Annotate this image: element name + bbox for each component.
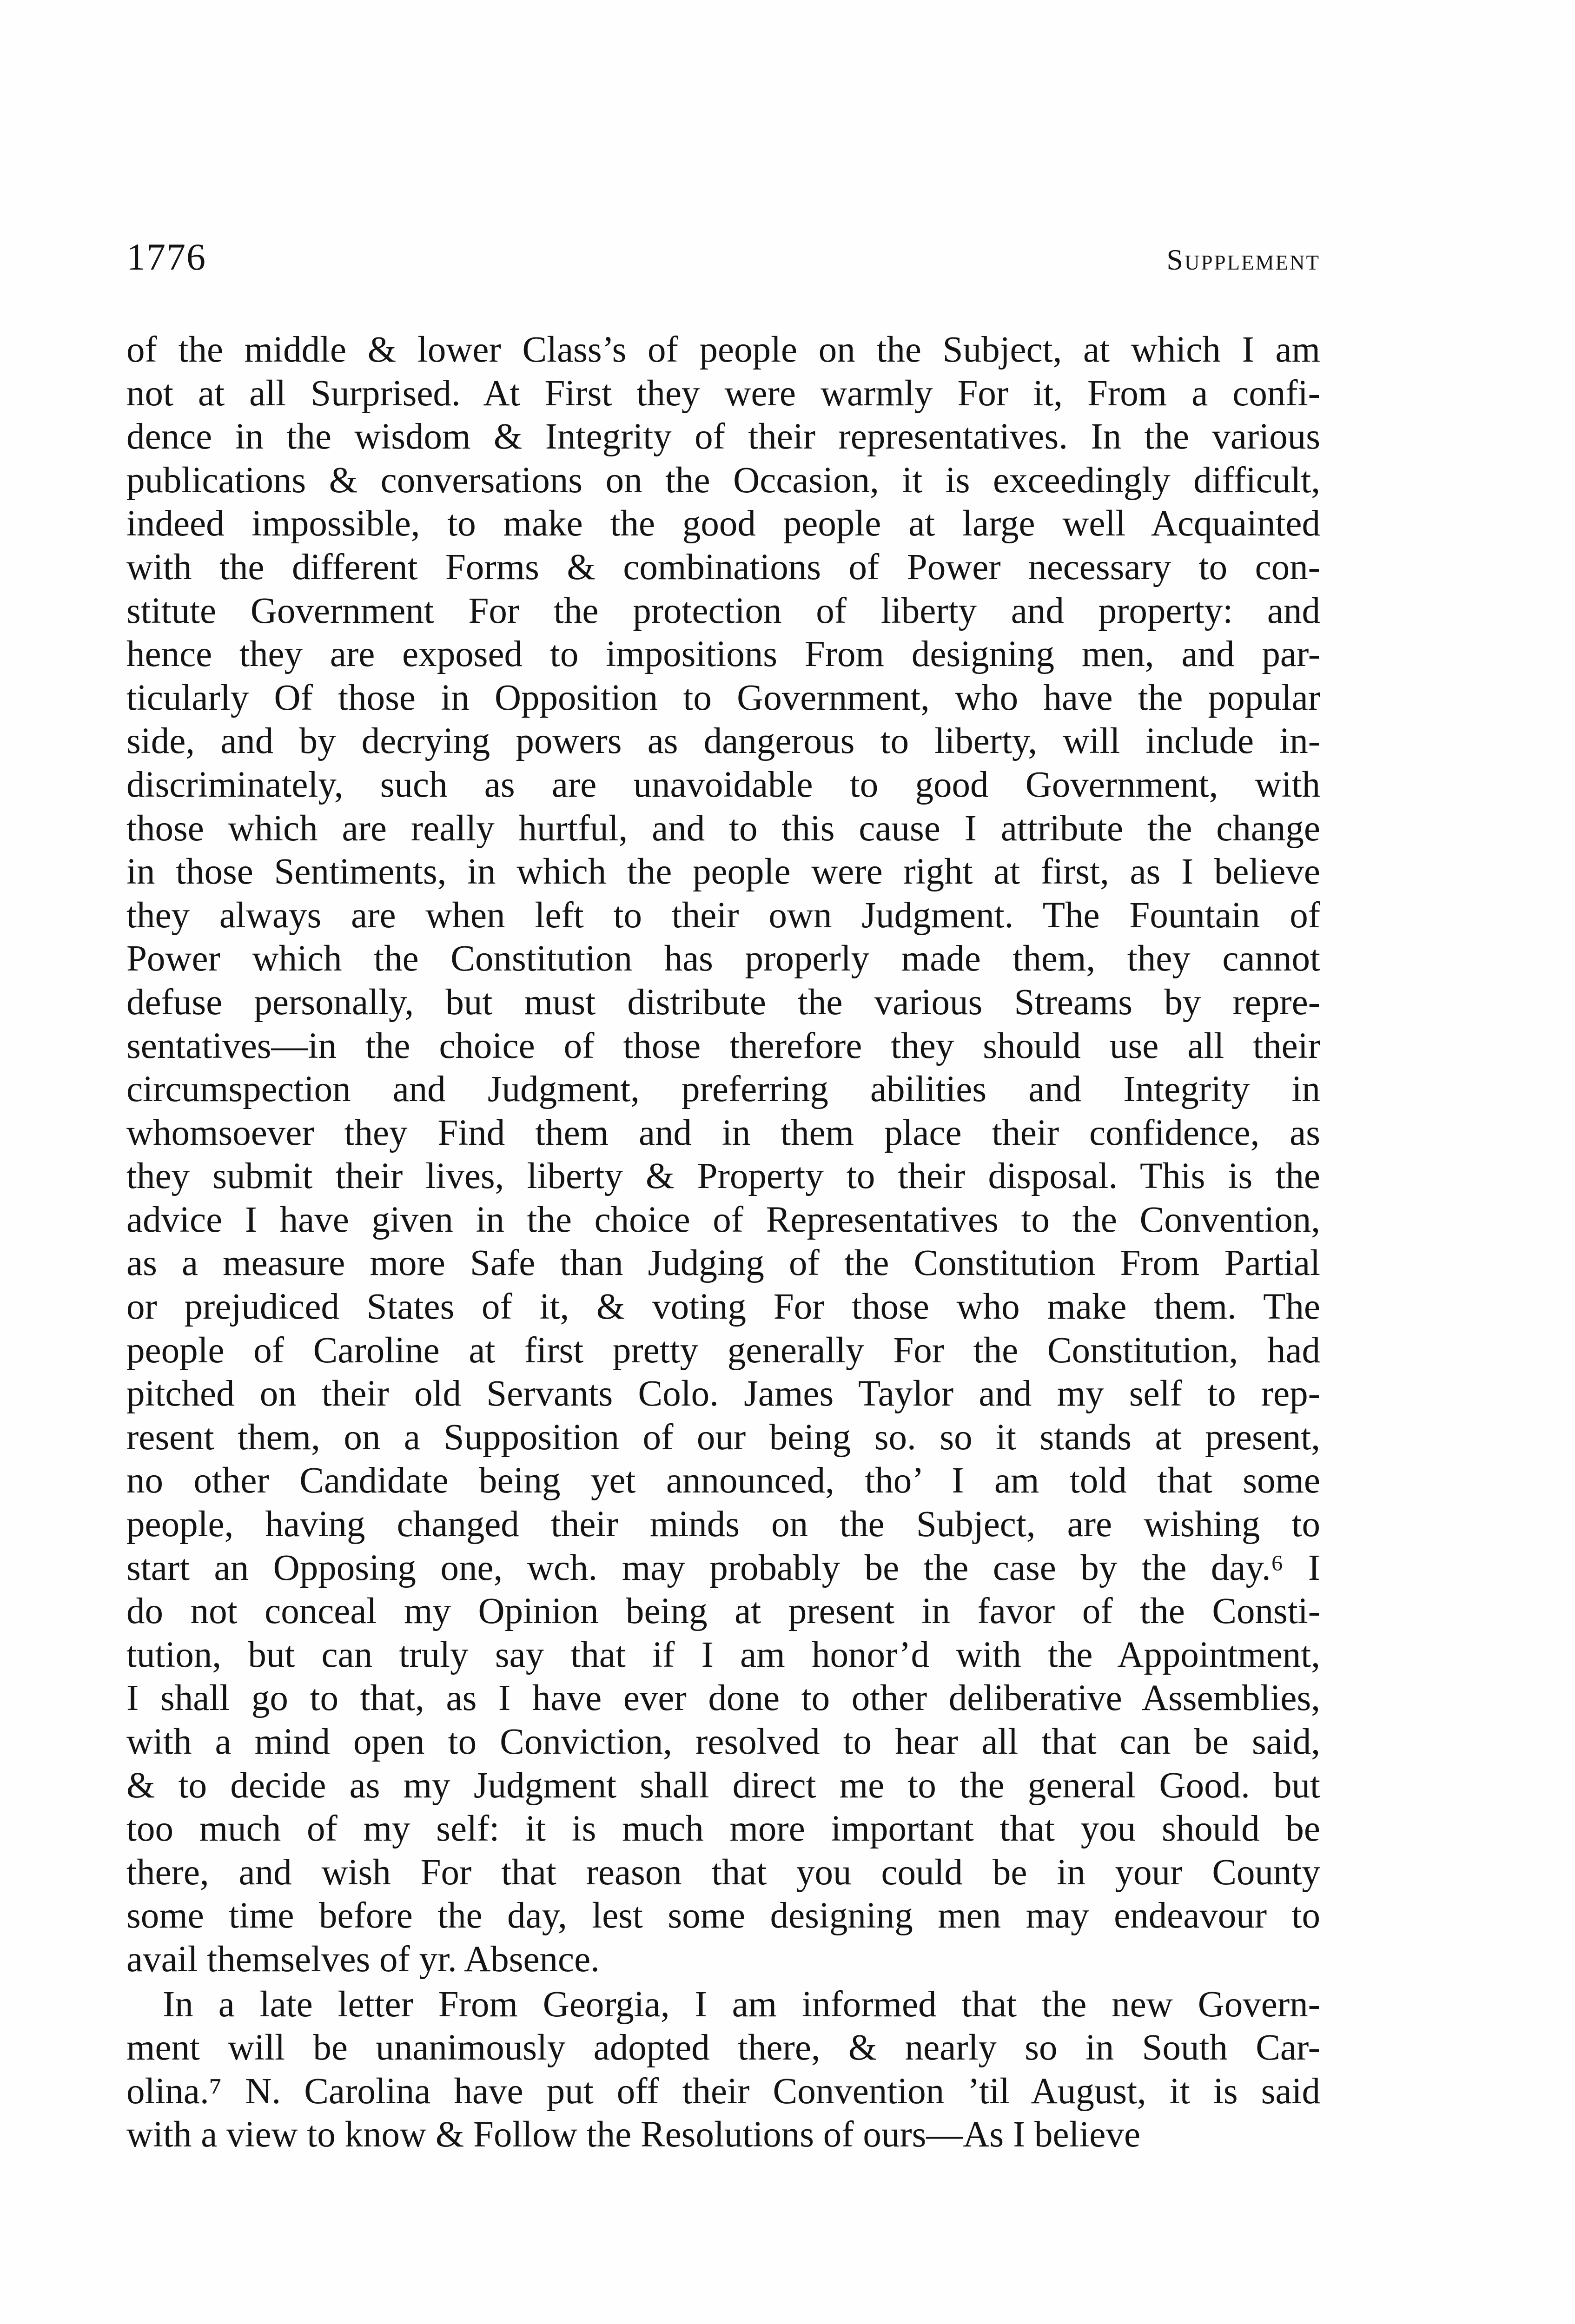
text-line: & to decide as my Judgment shall direct me to the general Good. but (126, 1765, 1320, 1806)
text-line: stitute Government For the protection of liberty and property: and (126, 590, 1320, 631)
text-line: do not conceal my Opinion being at present in favor of the Consti- (126, 1591, 1320, 1632)
text-line: ticularly Of those in Opposition to Government, who have the popular (126, 677, 1320, 718)
text-line: olina.⁷ N. Carolina have put off their Convention ’til August, it is said (126, 2071, 1320, 2112)
text-line: discriminately, such as are unavoidable to good Government, with (126, 764, 1320, 805)
text-line: start an Opposing one, wch. may probably be the case by the day.⁶ I (126, 1547, 1320, 1588)
text-line: I shall go to that, as I have ever done to other deliberative Assemblies, (126, 1678, 1320, 1719)
text-line: circumspection and Judgment, preferring abilities and Integrity in (126, 1069, 1320, 1110)
paragraph (126, 1983, 1320, 2157)
text-line: whomsoever they Find them and in them place their confidence, as (126, 1112, 1320, 1153)
text-line: with the different Forms & combinations of Power necessary to con- (126, 547, 1320, 588)
text-line: too much of my self: it is much more important that you should be (126, 1809, 1320, 1849)
text-line: advice I have given in the choice of Representatives to the Convention, (126, 1199, 1320, 1240)
text-line: side, and by decrying powers as dangerous to liberty, will include in- (126, 721, 1320, 762)
text-line: people, having changed their minds on the Subject, are wishing to (126, 1504, 1320, 1545)
text-line: in those Sentiments, in which the people were right at first, as I believe (126, 852, 1320, 892)
text-line: dence in the wisdom & Integrity of their representatives. In the various (126, 416, 1320, 457)
text-line: with a view to know & Follow the Resolutions of ours—As I believe (126, 2114, 1141, 2155)
text-line: defuse personally, but must distribute the various Streams by repre- (126, 982, 1320, 1023)
text-line: of the middle & lower Class’s of people on the Subject, at which I am (126, 330, 1320, 370)
text-line: some time before the day, lest some designing men may endeavour to (126, 1895, 1320, 1936)
text-line: avail themselves of yr. Absence. (126, 1939, 600, 1980)
text-line: with a mind open to Conviction, resolved to hear all that can be said, (126, 1722, 1320, 1762)
text-line: pitched on their old Servants Colo. James Taylor and my self to rep- (126, 1373, 1320, 1414)
text-line: there, and wish For that reason that you could be in your County (126, 1852, 1320, 1893)
text-line: as a measure more Safe than Judging of the Constitution From Partial (126, 1243, 1320, 1284)
text-line: people of Caroline at first pretty generally For the Constitution, had (126, 1330, 1320, 1371)
body-text (126, 328, 1320, 2157)
text-line: tution, but can truly say that if I am honor’d with the Appointment, (126, 1634, 1320, 1675)
text-line: they submit their lives, liberty & Property to their disposal. This is the (126, 1156, 1320, 1197)
text-line: resent them, on a Supposition of our being so. so it stands at present, (126, 1417, 1320, 1458)
text-line: they always are when left to their own Judgment. The Fountain of (126, 895, 1320, 936)
text-line: In a late letter From Georgia, I am informed that the new Govern- (163, 1984, 1320, 2025)
section-title: Supplement (1166, 243, 1320, 276)
text-line: publications & conversations on the Occasion, it is exceedingly difficult, (126, 460, 1320, 501)
text-line: no other Candidate being yet announced, tho’ I am told that some (126, 1460, 1320, 1501)
text-line: sentatives—in the choice of those therefore they should use all their (126, 1025, 1320, 1066)
running-head (126, 231, 1320, 292)
text-line: not at all Surprised. At First they were warmly For it, From a confi- (126, 373, 1320, 414)
paragraph (126, 328, 1320, 1981)
page-number: 1776 (126, 236, 206, 278)
text-line: or prejudiced States of it, & voting For those who make them. The (126, 1287, 1320, 1327)
text-line: ment will be unanimously adopted there, & nearly so in South Car- (126, 2027, 1320, 2068)
text-line: Power which the Constitution has properly made them, they cannot (126, 938, 1320, 979)
text-line: those which are really hurtful, and to this cause I attribute the change (126, 808, 1320, 849)
text-line: hence they are exposed to impositions From designing men, and par- (126, 634, 1320, 675)
text-line: indeed impossible, to make the good people at large well Acquainted (126, 503, 1320, 544)
